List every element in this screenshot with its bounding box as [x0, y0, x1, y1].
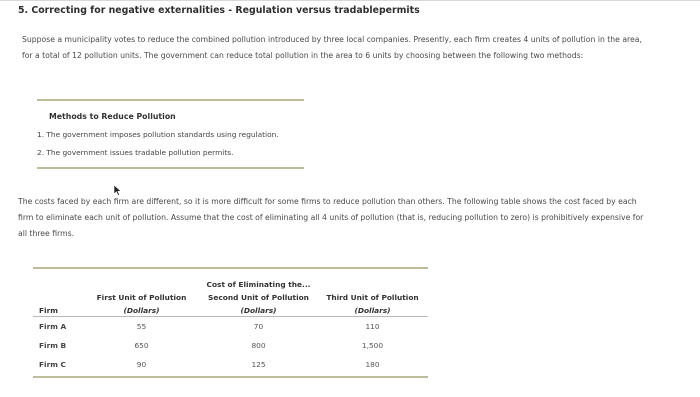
- cost-cell: 90: [136, 360, 147, 369]
- methods-list: [37, 126, 304, 162]
- table-header-row: [33, 291, 428, 304]
- cost-cell: 1,500: [361, 341, 384, 350]
- cost-cell: 70: [253, 322, 264, 331]
- table-row-firm-b: [33, 336, 428, 355]
- costs-paragraph: [18, 194, 648, 242]
- firm-name: Firm A: [39, 322, 67, 331]
- question-heading: 5. Correcting for negative externalities - Regulation versus tradablepermits: [18, 5, 420, 16]
- table-row-firm-a: [33, 317, 428, 337]
- cost-cell: 180: [365, 360, 380, 369]
- methods-bottom-rule: [37, 167, 304, 169]
- method-item-permits: 2. The government issues tradable pollution permits.: [37, 148, 234, 157]
- col-unit-second: (Dollars): [200, 304, 317, 317]
- table-top-rule: [33, 267, 428, 269]
- firm-name: Firm C: [39, 360, 66, 369]
- method-item-regulation: 1. The government imposes pollution standards using regulation.: [37, 130, 279, 139]
- table-bottom-rule: [33, 376, 428, 378]
- cost-cell: 55: [136, 322, 147, 331]
- firm-name: Firm B: [39, 341, 67, 350]
- table-unit-row: [33, 304, 428, 317]
- cost-cell: 125: [251, 360, 266, 369]
- col-header-firm: Firm: [33, 304, 83, 317]
- cost-table-container: [33, 267, 428, 378]
- table-row-firm-c: [33, 355, 428, 374]
- cost-cell: 110: [365, 322, 380, 331]
- methods-box: [37, 99, 304, 169]
- col-unit-third: (Dollars): [317, 304, 428, 317]
- col-header-first: First Unit of Pollution: [96, 293, 187, 302]
- table-group-header-row: [33, 277, 428, 291]
- methods-top-rule: [37, 99, 304, 101]
- cost-table: [33, 277, 428, 374]
- methods-title: Methods to Reduce Pollution: [49, 112, 176, 121]
- costs-text: The costs faced by each firm are different, so it is more difficult for some firms to reduce pollution than others. The following table shows the cost faced by each firm to eliminate each unit of pollution. Assume that the cost of eliminating all 4 units of pollution (that is, reducing pollution to zero) is prohibitively expensive for all three firms.: [18, 197, 644, 238]
- cost-cell: 800: [251, 341, 266, 350]
- intro-paragraph: Suppose a municipality votes to reduce the combined pollution introduced by three local companies. Presently, each firm creates 4 units of pollution in the area, for a total of 12 pollution units. The government can reduce total pollution in the area to 6 units by choosing between the following two methods:: [22, 35, 642, 60]
- cost-cell: 650: [134, 341, 149, 350]
- col-header-third: Third Unit of Pollution: [326, 293, 419, 302]
- top-divider: [0, 0, 700, 1]
- col-unit-first: (Dollars): [83, 304, 200, 317]
- col-header-second: Second Unit of Pollution: [208, 293, 309, 302]
- group-header: Cost of Eliminating the...: [206, 279, 311, 289]
